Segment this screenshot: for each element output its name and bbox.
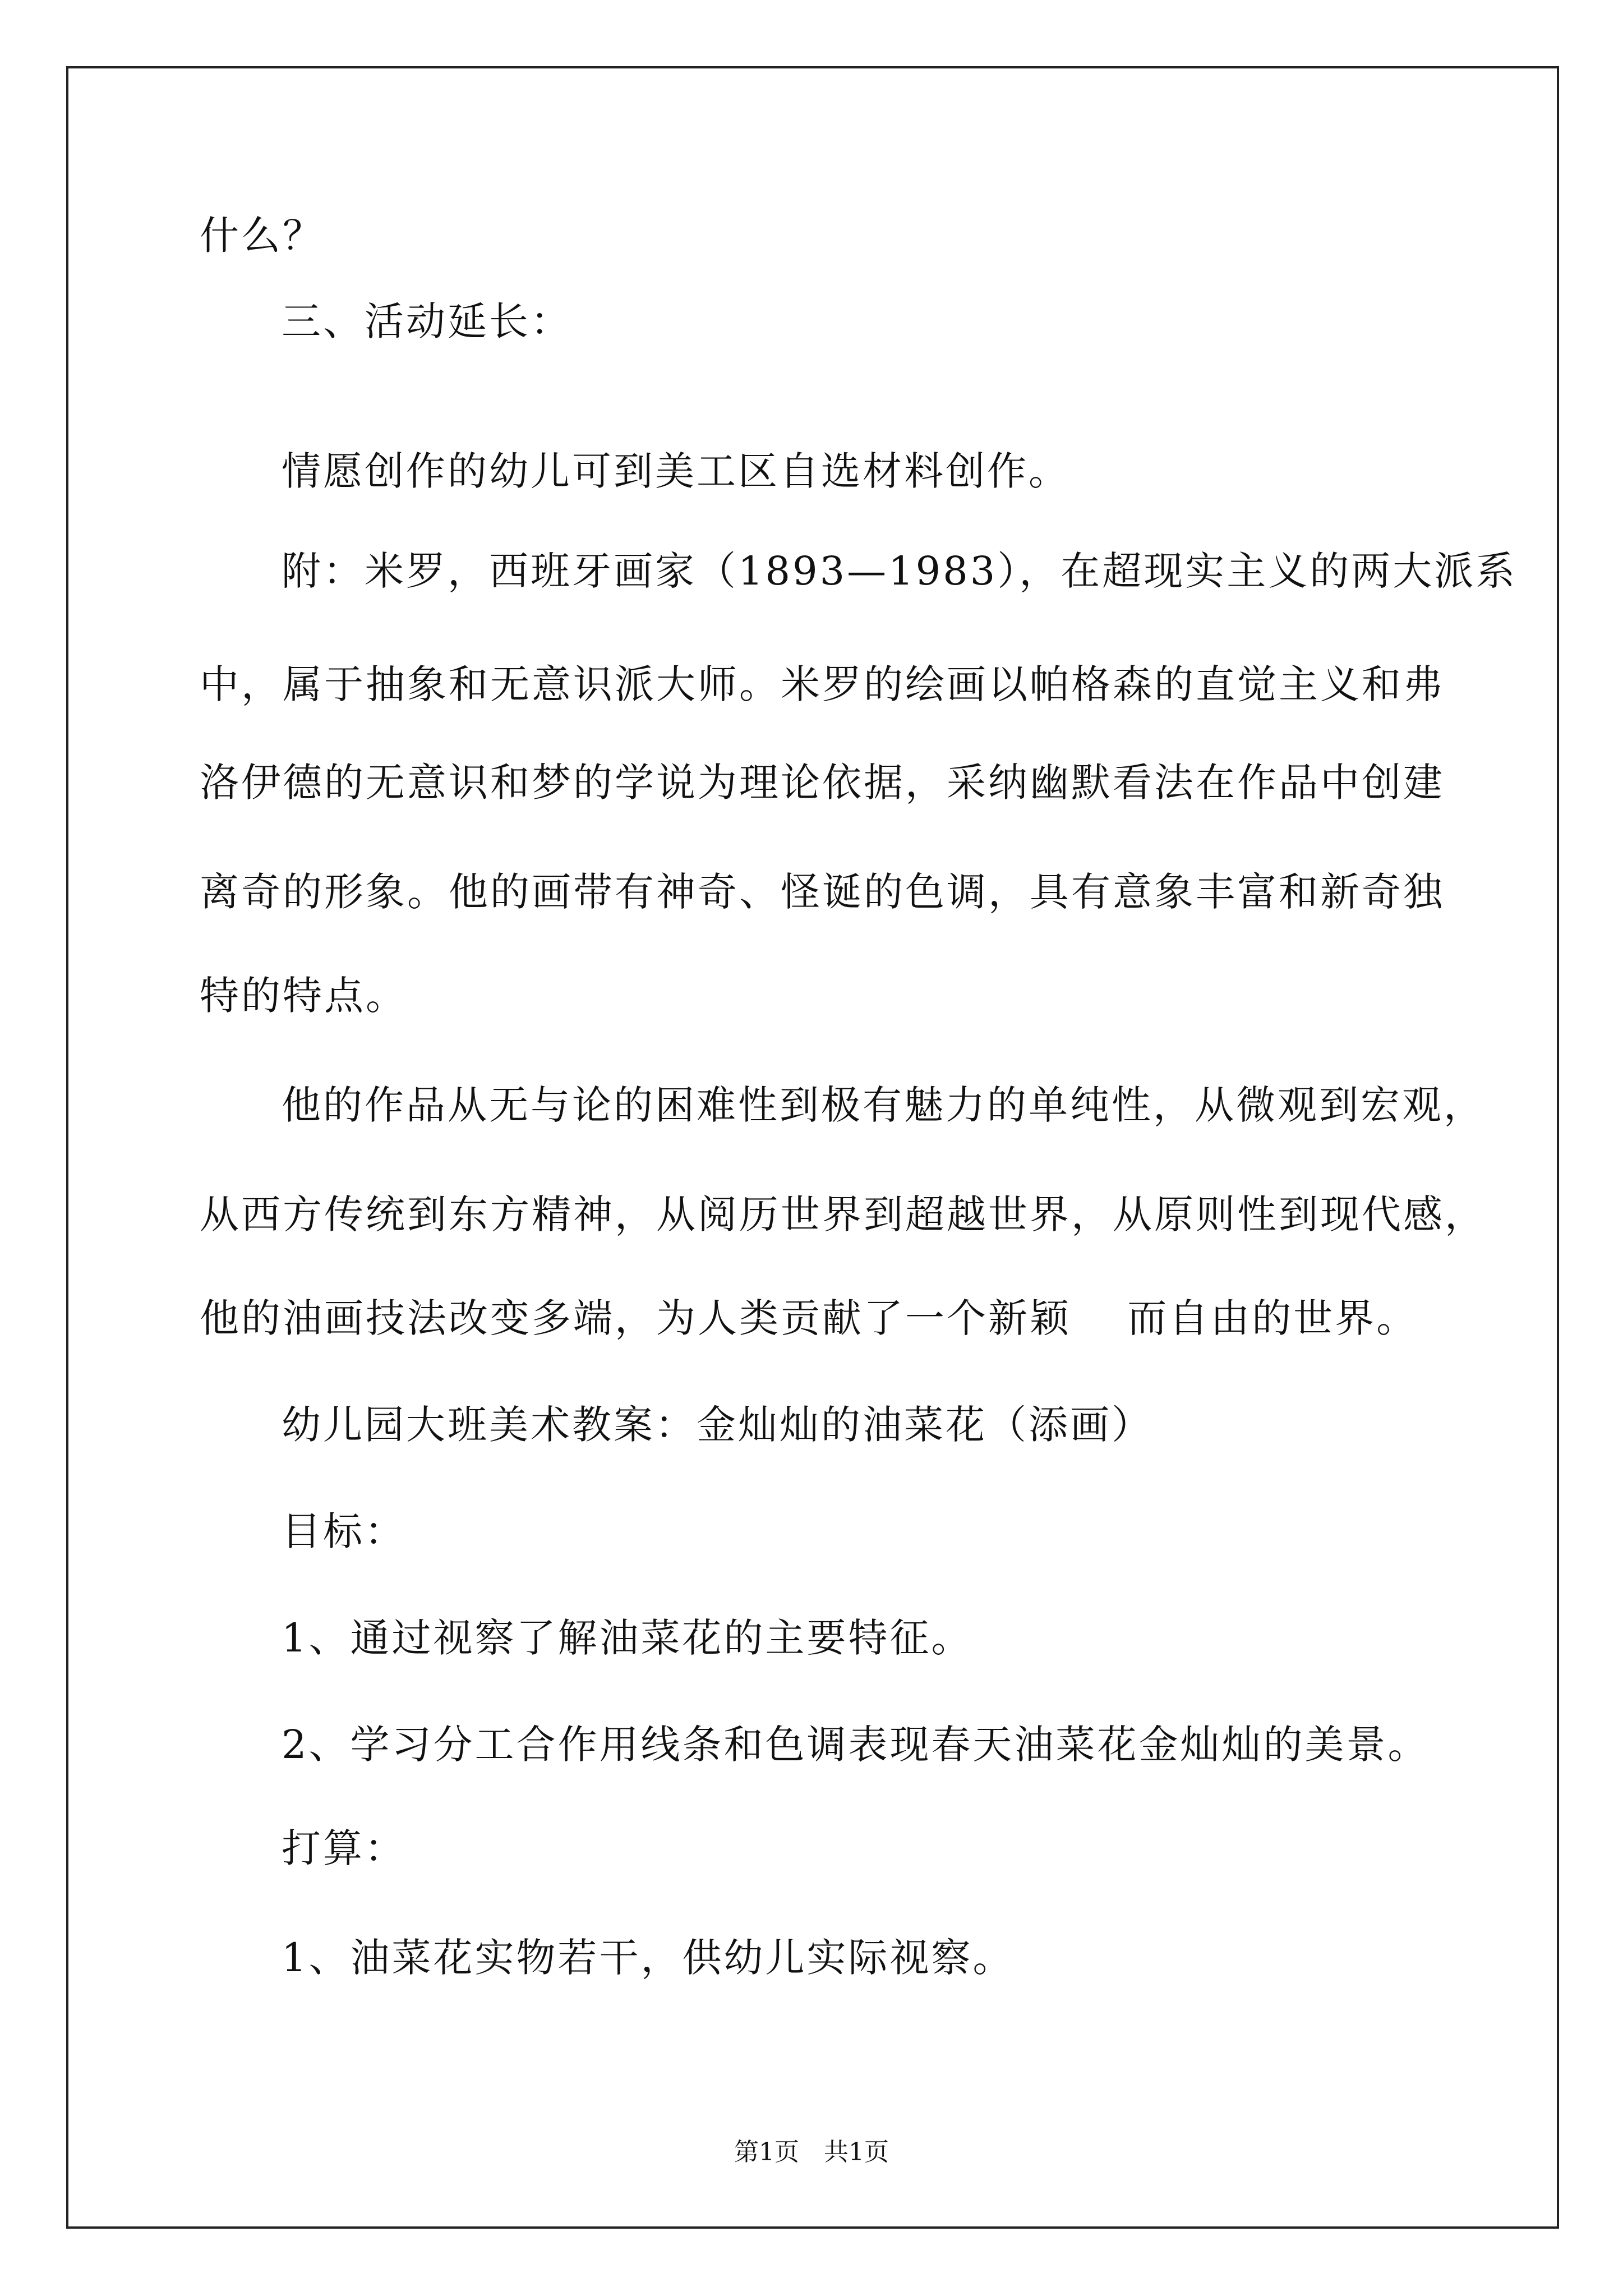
list-item: 2、学习分工合作用线条和色调表现春天油菜花金灿灿的美景。 bbox=[282, 1722, 1430, 1768]
list-item: 1、油菜花实物若干，供幼儿实际视察。 bbox=[282, 1935, 1015, 1981]
list-item: 1、通过视察了解油菜花的主要特征。 bbox=[282, 1615, 973, 1661]
section-heading: 三、活动延长： bbox=[282, 298, 572, 344]
body-line: 他的作品从无与论的困难性到极有魅力的单纯性，从微观到宏观， bbox=[282, 1082, 1485, 1128]
section-heading: 打算： bbox=[282, 1825, 406, 1871]
section-heading: 目标： bbox=[282, 1508, 406, 1554]
body-line: 什么？ bbox=[200, 213, 324, 259]
body-line: 附：米罗，西班牙画家（1893—1983），在超现实主义的两大派系 bbox=[282, 548, 1518, 594]
body-line: 离奇的形象。他的画带有神奇、怪诞的色调，具有意象丰富和新奇独 bbox=[200, 869, 1445, 915]
body-line: 情愿创作的幼儿可到美工区自选材料创作。 bbox=[282, 448, 1070, 494]
body-line: 洛伊德的无意识和梦的学说为理论依据，采纳幽默看法在作品中创建 bbox=[200, 760, 1445, 806]
body-line: 中，属于抽象和无意识派大师。米罗的绘画以帕格森的直觉主义和弗 bbox=[200, 661, 1445, 707]
section-title: 幼儿园大班美术教案：金灿灿的油菜花（添画） bbox=[282, 1402, 1153, 1448]
page-footer: 第1页 共1页 bbox=[734, 2138, 889, 2166]
body-line: 他的油画技法改变多端，为人类贡献了一个新颖 而自由的世界。 bbox=[200, 1295, 1418, 1341]
body-line: 从西方传统到东方精神，从阅历世界到超越世界，从原则性到现代感， bbox=[200, 1191, 1486, 1237]
page-border bbox=[66, 66, 1559, 2229]
body-line: 特的特点。 bbox=[200, 973, 407, 1019]
